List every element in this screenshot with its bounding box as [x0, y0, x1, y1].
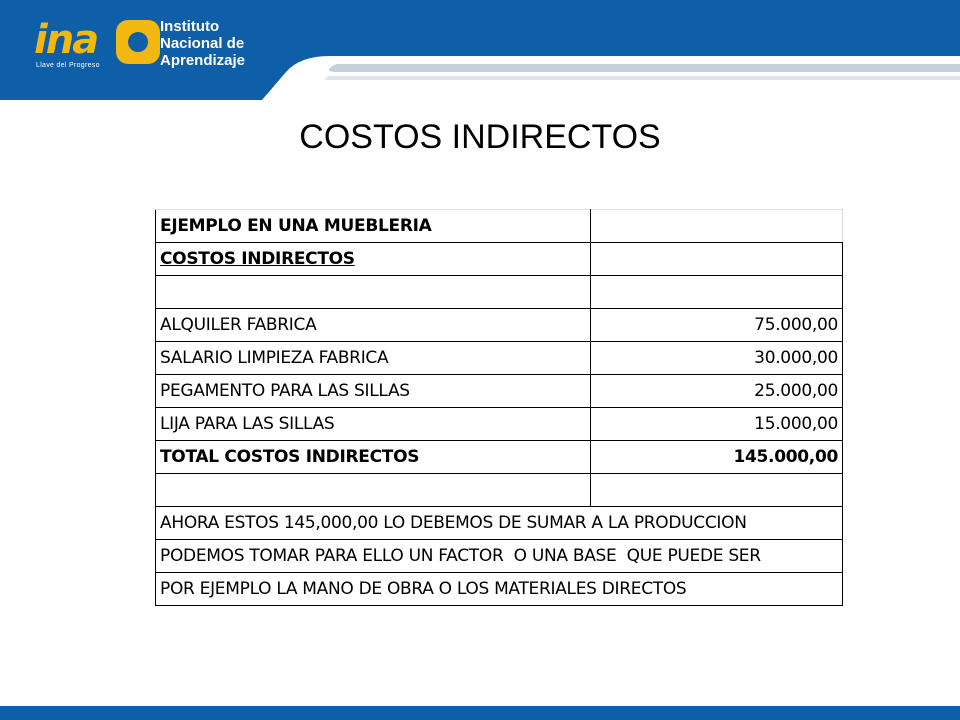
ina-logo	[28, 14, 264, 76]
note-line: AHORA ESTOS 145,000,00 LO DEBEMOS DE SUMAR A LA PRODUCCION	[156, 507, 843, 540]
logo-line-2: Nacional de	[160, 35, 245, 52]
logo-tagline: Llave del Progreso	[36, 62, 100, 69]
logo-line-3: Aprendizaje	[160, 52, 246, 69]
table-row	[156, 507, 843, 540]
banner-stripe	[329, 64, 960, 72]
total-label: TOTAL COSTOS INDIRECTOS	[156, 441, 591, 474]
banner-stripe-2	[325, 76, 960, 80]
total-value: 145.000,00	[591, 441, 843, 474]
item-value: 75.000,00	[591, 309, 843, 342]
table-row	[156, 441, 843, 474]
table-cell-empty	[591, 276, 843, 309]
item-value: 15.000,00	[591, 408, 843, 441]
table-cell-empty	[591, 474, 843, 507]
item-label: SALARIO LIMPIEZA FABRICA	[156, 342, 591, 375]
cost-table	[155, 209, 843, 606]
logo-line-1: Instituto	[160, 18, 220, 35]
table-row	[156, 309, 843, 342]
table-subheading: COSTOS INDIRECTOS	[156, 243, 591, 276]
table-heading: EJEMPLO EN UNA MUEBLERIA	[156, 210, 591, 243]
table-row	[156, 573, 843, 606]
table-row	[156, 210, 843, 243]
slide-title: COSTOS INDIRECTOS	[299, 118, 661, 156]
table-row	[156, 540, 843, 573]
table-row	[156, 342, 843, 375]
footer-bar	[0, 706, 960, 720]
table-cell-empty	[591, 243, 843, 276]
table-row	[156, 474, 843, 507]
item-value: 25.000,00	[591, 375, 843, 408]
item-label: LIJA PARA LAS SILLAS	[156, 408, 591, 441]
table-row	[156, 375, 843, 408]
table-cell-empty	[156, 276, 591, 309]
table-cell-empty	[591, 210, 843, 243]
logo-mark: ina	[34, 17, 98, 63]
table-row	[156, 243, 843, 276]
item-label: PEGAMENTO PARA LAS SILLAS	[156, 375, 591, 408]
table-row	[156, 276, 843, 309]
logo-circle-icon	[116, 20, 160, 64]
table-row	[156, 408, 843, 441]
item-value: 30.000,00	[591, 342, 843, 375]
table-cell-empty	[156, 474, 591, 507]
note-line: PODEMOS TOMAR PARA ELLO UN FACTOR O UNA BASE QUE PUEDE SER	[156, 540, 843, 573]
logo-institution-name	[160, 18, 245, 69]
item-label: ALQUILER FABRICA	[156, 309, 591, 342]
note-line: POR EJEMPLO LA MANO DE OBRA O LOS MATERIALES DIRECTOS	[156, 573, 843, 606]
